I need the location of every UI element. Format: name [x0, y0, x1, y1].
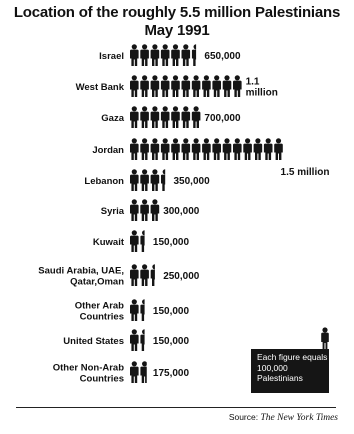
- person-figure-1-10: [233, 75, 242, 97]
- person-figure-3-1: [140, 138, 149, 160]
- category-label: West Bank: [75, 82, 124, 93]
- person-figure-9-1: [140, 329, 149, 351]
- person-figure-0-1: [140, 44, 149, 66]
- person-figure-1-0: [130, 75, 139, 97]
- person-figure-3-8: [212, 138, 221, 160]
- legend-box: Each figure equals 100,000 Palestinians: [251, 349, 329, 393]
- person-figure-3-9: [223, 138, 232, 160]
- chart-subtitle: May 1991: [144, 22, 210, 39]
- person-figure-2-1: [140, 106, 149, 128]
- person-figure-3-14: [274, 138, 283, 160]
- person-figure-1-2: [151, 75, 160, 97]
- category-label: Lebanon: [84, 176, 124, 187]
- person-figure-3-3: [161, 138, 170, 160]
- person-figure-7-2: [151, 264, 160, 286]
- value-label: 150,000: [152, 306, 190, 317]
- person-figure-1-9: [223, 75, 232, 97]
- person-figure-2-3: [161, 106, 170, 128]
- person-figure-3-2: [151, 138, 160, 160]
- person-figure-3-11: [243, 138, 252, 160]
- person-figure-1-6: [192, 75, 201, 97]
- value-label: million: [245, 87, 278, 99]
- person-figure-5-1: [140, 199, 149, 221]
- value-label: 250,000: [163, 271, 200, 282]
- source-divider: [16, 407, 336, 408]
- chart-title: Location of the roughly 5.5 million Palestinians: [13, 4, 341, 21]
- person-figure-3-0: [130, 138, 139, 160]
- person-figure-0-6: [192, 44, 201, 66]
- person-figure-4-3: [161, 169, 170, 191]
- person-figure-0-0: [130, 44, 139, 66]
- person-figure-10-0: [130, 361, 139, 383]
- person-figure-5-2: [151, 199, 160, 221]
- person-figure-6-1: [140, 230, 149, 252]
- value-label: 300,000: [163, 206, 200, 217]
- person-figure-0-2: [151, 44, 160, 66]
- value-label: 150,000: [152, 237, 190, 248]
- person-figure-0-5: [182, 44, 191, 66]
- person-figure-5-0: [130, 199, 139, 221]
- person-figure-3-12: [254, 138, 263, 160]
- category-label: Kuwait: [92, 237, 124, 248]
- person-figure-1-3: [161, 75, 170, 97]
- person-figure-3-13: [264, 138, 273, 160]
- person-figure-2-5: [182, 106, 191, 128]
- person-figure-3-4: [171, 138, 180, 160]
- person-figure-1-4: [171, 75, 180, 97]
- person-figure-10-1: [140, 361, 149, 383]
- category-label: Other Arab: [74, 300, 124, 312]
- person-figure-8-0: [130, 299, 139, 321]
- category-label: Qatar,Oman: [70, 276, 124, 288]
- category-label: Countries: [79, 373, 124, 385]
- value-label: 1.1: [245, 76, 260, 88]
- person-figure-0-3: [161, 44, 170, 66]
- source-name: The New York Times: [260, 413, 338, 423]
- source-label: Source:: [228, 412, 259, 422]
- person-figure-7-1: [140, 264, 149, 286]
- person-figure-4-2: [151, 169, 160, 191]
- category-label: Israel: [99, 51, 124, 62]
- person-figure-2-2: [151, 106, 160, 128]
- person-figure-1-5: [182, 75, 191, 97]
- person-figure-6-0: [130, 230, 139, 252]
- category-label: Countries: [79, 311, 124, 323]
- person-figure-1-8: [212, 75, 221, 97]
- person-figure-4-0: [130, 169, 139, 191]
- person-figure-0-4: [171, 44, 180, 66]
- person-figure-3-5: [182, 138, 191, 160]
- category-label: Jordan: [92, 145, 124, 156]
- value-label: 1.5 million: [280, 167, 330, 178]
- person-figure-8-1: [140, 299, 149, 321]
- category-label: Other Non-Arab: [52, 362, 124, 374]
- person-figure-3-10: [233, 138, 242, 160]
- person-figure-1-1: [140, 75, 149, 97]
- value-label: 700,000: [204, 113, 241, 124]
- value-label: 150,000: [152, 336, 190, 347]
- category-label: Saudi Arabia, UAE,: [38, 265, 124, 277]
- person-figure-9-0: [130, 329, 139, 351]
- person-figure-1-7: [202, 75, 211, 97]
- source-note: [229, 412, 338, 423]
- person-figure-2-4: [171, 106, 180, 128]
- value-label: 650,000: [204, 51, 241, 62]
- legend-person-icon: [320, 327, 330, 351]
- category-label: Syria: [100, 206, 124, 217]
- person-figure-2-6: [192, 106, 201, 128]
- value-label: 175,000: [152, 368, 190, 379]
- person-figure-3-6: [192, 138, 201, 160]
- person-figure-2-0: [130, 106, 139, 128]
- person-figure-7-0: [130, 264, 139, 286]
- category-label: Gaza: [101, 113, 124, 124]
- person-figure-4-1: [140, 169, 149, 191]
- category-label: United States: [63, 336, 124, 347]
- value-label: 350,000: [173, 176, 210, 187]
- person-figure-3-7: [202, 138, 211, 160]
